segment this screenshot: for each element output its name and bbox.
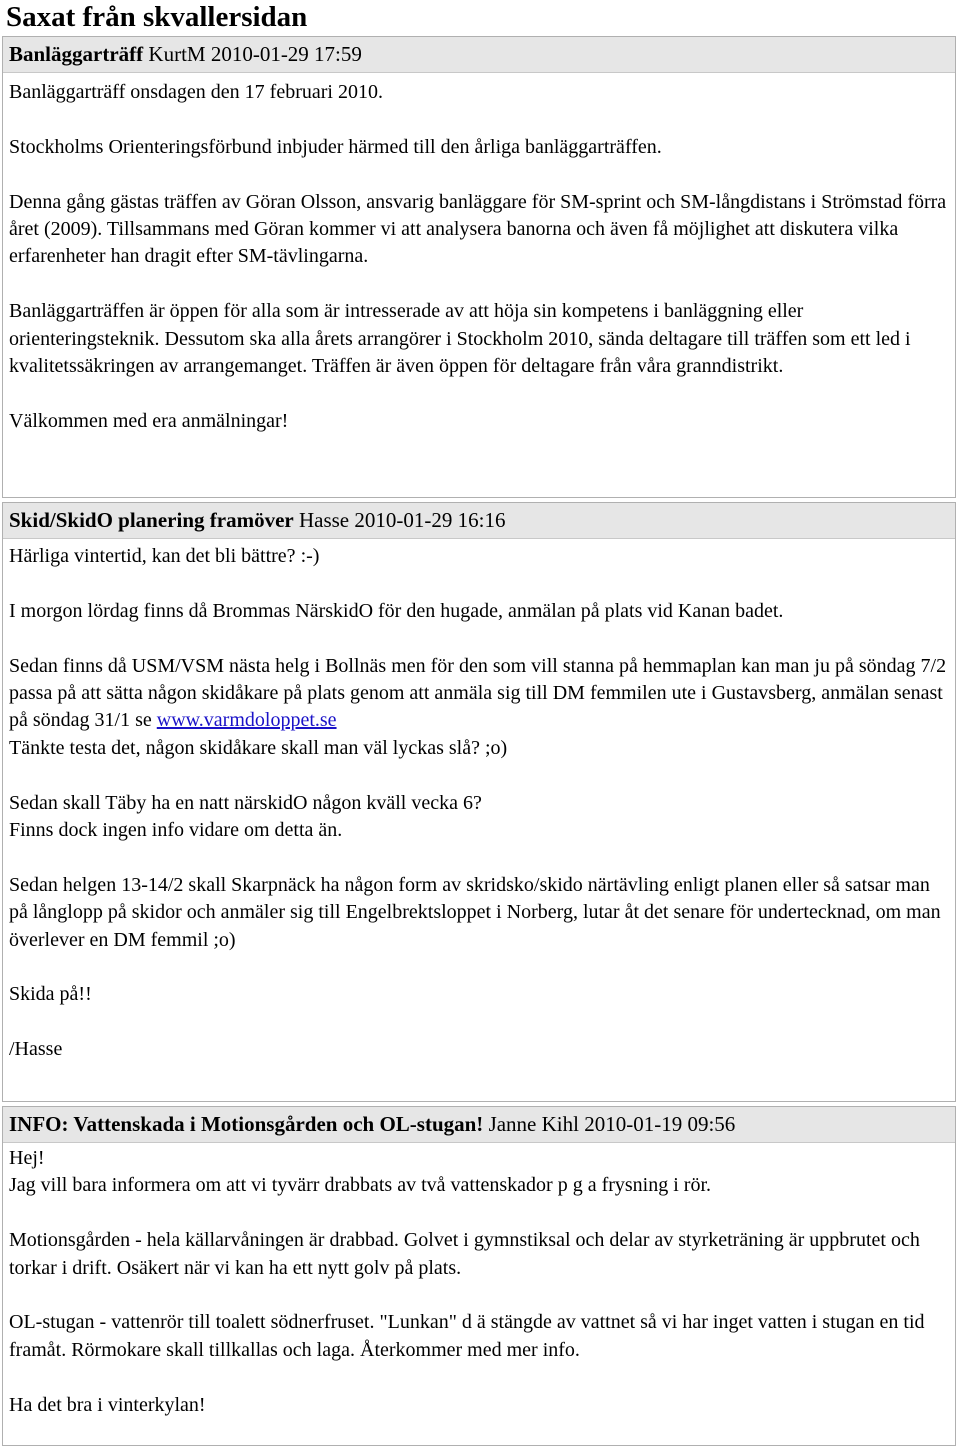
post-paragraph: Stockholms Orienteringsförbund inbjuder härmed till den årliga banläggarträffen. <box>9 135 662 158</box>
post-paragraph: OL-stugan - vattenrör till toalett södnerfruset. "Lunkan" d ä stängde av vattnet så vi har inget vatten i stugan en tid framåt. Rörmokare skall tillkallas och laga. Återkommer med mer info. <box>9 1311 925 1361</box>
post-paragraph: Härliga vintertid, kan det bli bättre? :-) <box>9 545 320 567</box>
post-text: Tänkte testa det, någon skidåkare skall man väl lyckas slå? ;o) <box>9 736 508 759</box>
post-text: Jag vill bara informera om att vi tyvärr drabbats av två vattenskador p g a frysning i rör. <box>9 1174 712 1197</box>
varmdoloppet-link[interactable]: www.varmdoloppet.se <box>156 709 337 732</box>
post-text: Hej! <box>9 1147 45 1169</box>
forum-post <box>2 1106 956 1446</box>
post-body <box>3 1143 955 1419</box>
post-paragraph: I morgon lördag finns då Brommas NärskidO för den hugade, anmälan på plats vid Kanan badet. <box>9 599 784 622</box>
post-paragraph: Banläggarträff onsdagen den 17 februari 2010. <box>9 81 383 103</box>
post-signature: /Hasse <box>9 1038 63 1061</box>
post-header <box>3 503 955 539</box>
post-title: INFO: Vattenskada i Motionsgården och OL-stugan! <box>9 1112 484 1136</box>
post-paragraph: Ha det bra i vinterkylan! <box>9 1393 206 1416</box>
forum-post <box>2 502 956 1102</box>
forum-post <box>2 36 956 498</box>
post-title: Banläggarträff <box>9 42 144 66</box>
post-text: Sedan skall Täby ha en natt närskidO någon kväll vecka 6? <box>9 791 482 814</box>
post-header <box>3 37 955 73</box>
post-text: Finns dock ingen info vidare om detta än. <box>9 819 343 842</box>
post-paragraph: Välkommen med era anmälningar! <box>9 409 289 432</box>
post-paragraph: Skida på!! <box>9 983 92 1006</box>
post-paragraph: Banläggarträffen är öppen för alla som är intresserade av att höja sin kompetens i banläggning eller orienteringsteknik. Dessutom ska alla årets arrangörer i Stockholm 2010, sända deltagare till träffen som ett led i kvalitetssäkringen av arrangemanget. Träffen är även öppen för deltagare från våra granndistrikt. <box>9 300 911 378</box>
post-meta: Janne Kihl 2010-01-19 09:56 <box>488 1112 736 1136</box>
post-meta: Hasse 2010-01-29 16:16 <box>298 508 506 532</box>
post-paragraph <box>9 790 949 845</box>
post-paragraph <box>9 1145 949 1200</box>
post-title: Skid/SkidO planering framöver <box>9 508 294 532</box>
post-body <box>3 539 955 1064</box>
post-body <box>3 73 955 435</box>
post-paragraph: Sedan helgen 13-14/2 skall Skarpnäck ha någon form av skridsko/skido närtävling enligt planen eller så satsar man på långlopp på skidor och anmäler sig till Engelbrektsloppet i Norberg, lutar åt det senare för undertecknad, om man överlever en DM femmil ;o) <box>9 873 941 951</box>
post-paragraph: Motionsgården - hela källarvåningen är drabbad. Golvet i gymnstiksal och delar av styrketräning är uppbrutet och torkar i drift. Osäkert när vi kan ha ett nytt golv på plats. <box>9 1229 920 1279</box>
post-paragraph <box>9 653 949 763</box>
post-paragraph: Denna gång gästas träffen av Göran Olsson, ansvarig banläggare för SM-sprint och SM-långdistans i Strömstad förra året (2009). Tillsammans med Göran kommer vi att analysera banorna och även få möjlighet att diskutera vilka erfarenheter han dragit efter SM-tävlingarna. <box>9 190 947 268</box>
post-header <box>3 1107 955 1143</box>
page-title: Saxat från skvallersidan <box>6 1 308 33</box>
post-meta: KurtM 2010-01-29 17:59 <box>148 42 362 66</box>
post-text: Sedan finns då USM/VSM nästa helg i Bollnäs men för den som vill stanna på hemmaplan kan man ju på söndag 7/2 passa på att sätta någon skidåkare på plats genom att anmäla sig till DM femmilen ute i Gustavsberg, anmälan senast på söndag 31/1 se <box>9 654 947 732</box>
